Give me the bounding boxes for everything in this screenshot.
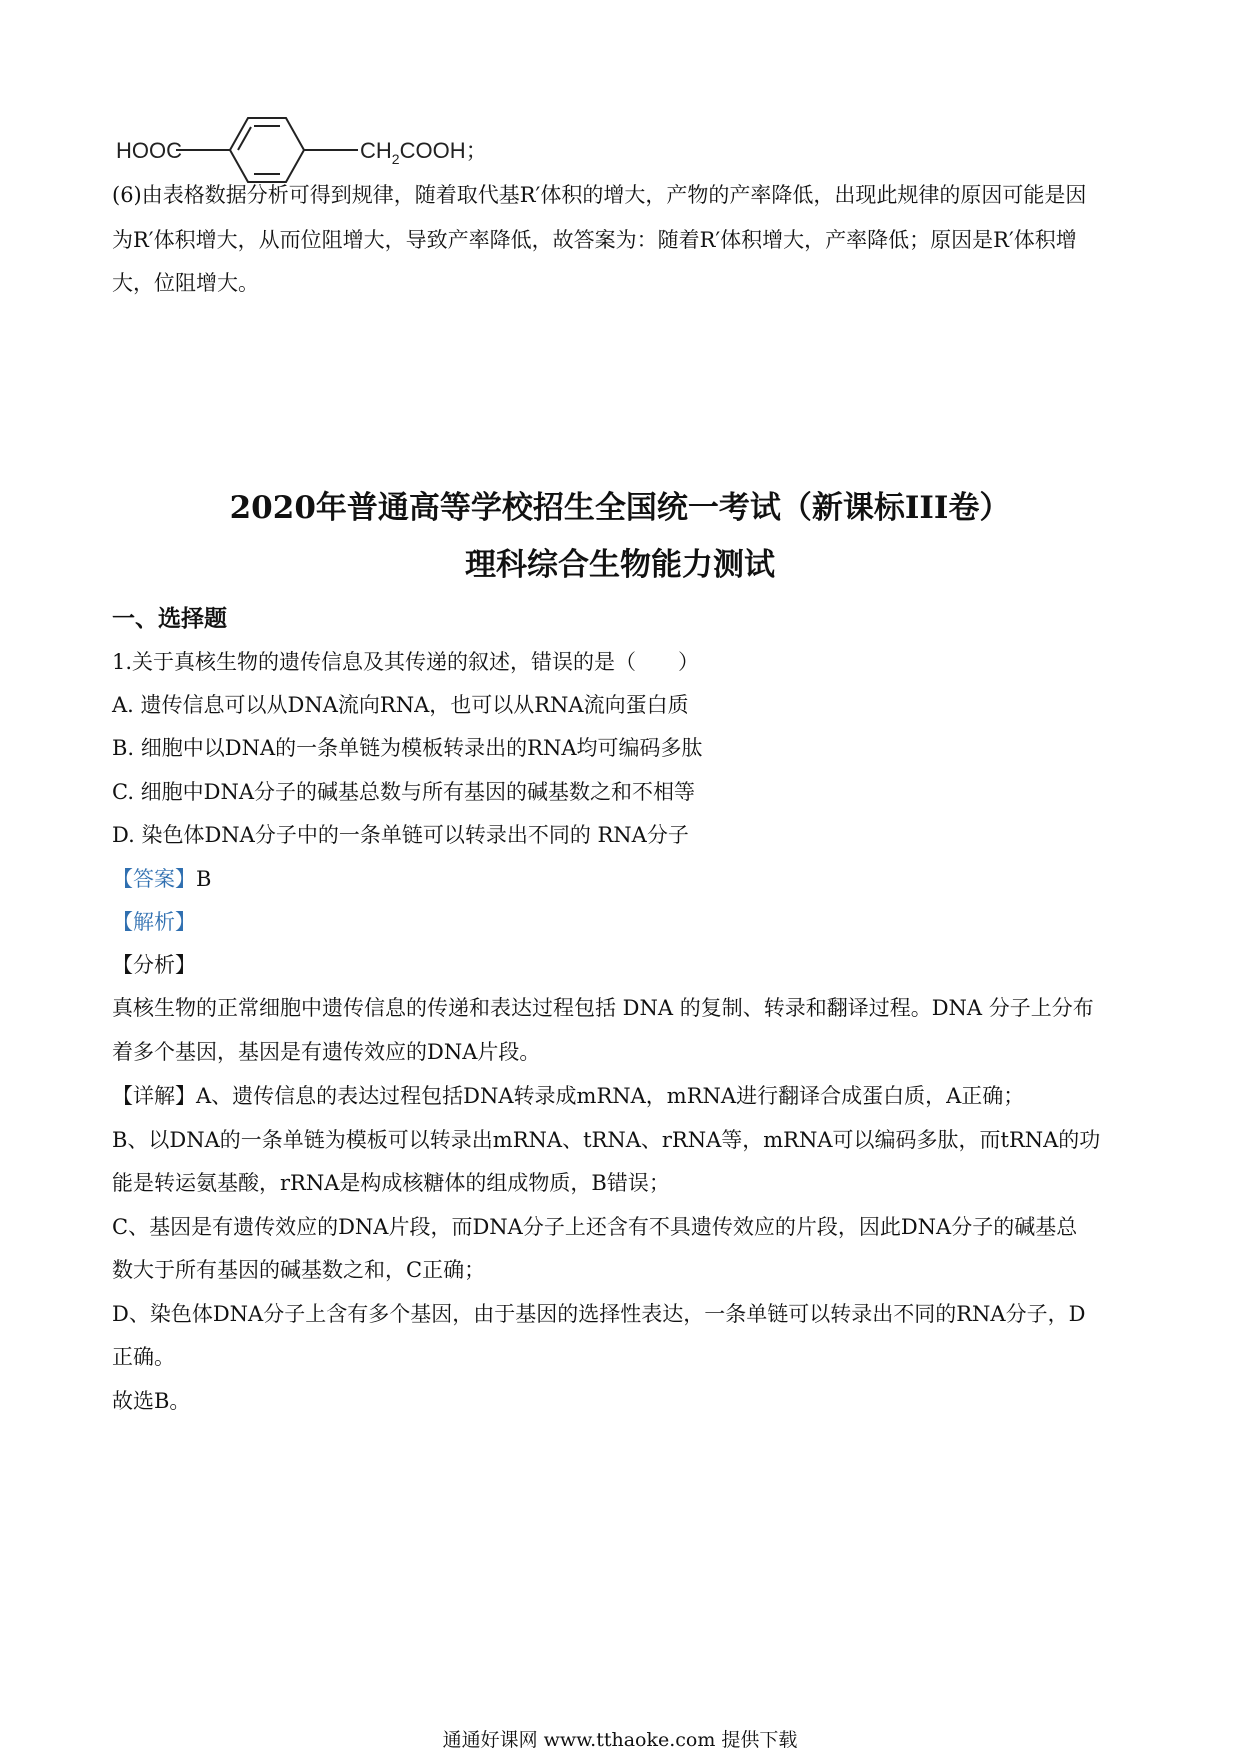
detail-line-1: 【详解】A、遗传信息的表达过程包括DNA转录成mRNA，mRNA进行翻译合成蛋白质，A正确； (112, 1084, 1025, 1108)
detail-line-5: 数大于所有基因的碱基数之和，C正确； (112, 1258, 486, 1282)
benzene-ring (230, 118, 304, 182)
fenxi-line-1: 真核生物的正常细胞中遗传信息的传递和表达过程包括 DNA 的复制、转录和翻译过程。DNA 分子上分布 (112, 996, 1094, 1020)
prev-answer-line-2: 为R′体积增大，从而位阻增大，导致产率降低，故答案为：随着R′体积增大，产率降低；原因是R′体积增 (112, 228, 1077, 252)
option-a: A. 遗传信息可以从DNA流向RNA，也可以从RNA流向蛋白质 (112, 693, 689, 717)
answer-label: 【答案】 (112, 867, 196, 891)
ch2cooh-group-label: $CH_2COOH$； (360, 138, 488, 167)
exam-title: 2020年普通高等学校招生全国统一考试（新课标III卷） (229, 490, 1011, 526)
detail-line-3: 能是转运氨基酸，rRNA是构成核糖体的组成物质，B错误； (112, 1171, 670, 1195)
detail-line-7: 正确。 (112, 1345, 175, 1369)
page-footer: 通通好课网 www.tthaoke.com 提供下载 (442, 1729, 798, 1751)
answer-row (112, 864, 1132, 894)
hooc-group-label: HOOC (116, 138, 182, 163)
answer-value: B (196, 867, 212, 891)
section-heading: 一、选择题 (112, 605, 227, 632)
exam-subtitle: 理科综合生物能力测试 (465, 547, 775, 583)
prev-answer-line-1: (6)由表格数据分析可得到规律，随着取代基R′体积的增大，产物的产率降低，出现此规律的原因可能是因 (112, 183, 1087, 207)
fenxi-line-2: 着多个基因，基因是有遗传效应的DNA片段。 (112, 1040, 541, 1064)
question-stem: 1.关于真核生物的遗传信息及其传递的叙述，错误的是（ ） (112, 650, 700, 674)
detail-line-4: C、基因是有遗传效应的DNA片段，而DNA分子上还含有不具遗传效应的片段，因此DNA分子的碱基总 (112, 1215, 1078, 1239)
detail-line-2: B、以DNA的一条单链为模板可以转录出mRNA、tRNA、rRNA等，mRNA可以编码多肽，而tRNA的功 (112, 1128, 1101, 1152)
prev-answer-line-3: 大，位阻增大。 (112, 271, 259, 295)
option-c: C. 细胞中DNA分子的碱基总数与所有基因的碱基数之和不相等 (112, 780, 696, 804)
option-d: D. 染色体DNA分子中的一条单链可以转录出不同的 RNA分子 (112, 823, 689, 847)
analysis-label: 【解析】 (112, 910, 196, 934)
detail-line-6: D、染色体DNA分子上含有多个基因，由于基因的选择性表达，一条单链可以转录出不同的RNA分子，D (112, 1302, 1086, 1326)
fenxi-label: 【分析】 (112, 953, 196, 977)
detail-line-8: 故选B。 (112, 1389, 191, 1413)
option-b: B. 细胞中以DNA的一条单链为模板转录出的RNA均可编码多肽 (112, 736, 703, 760)
